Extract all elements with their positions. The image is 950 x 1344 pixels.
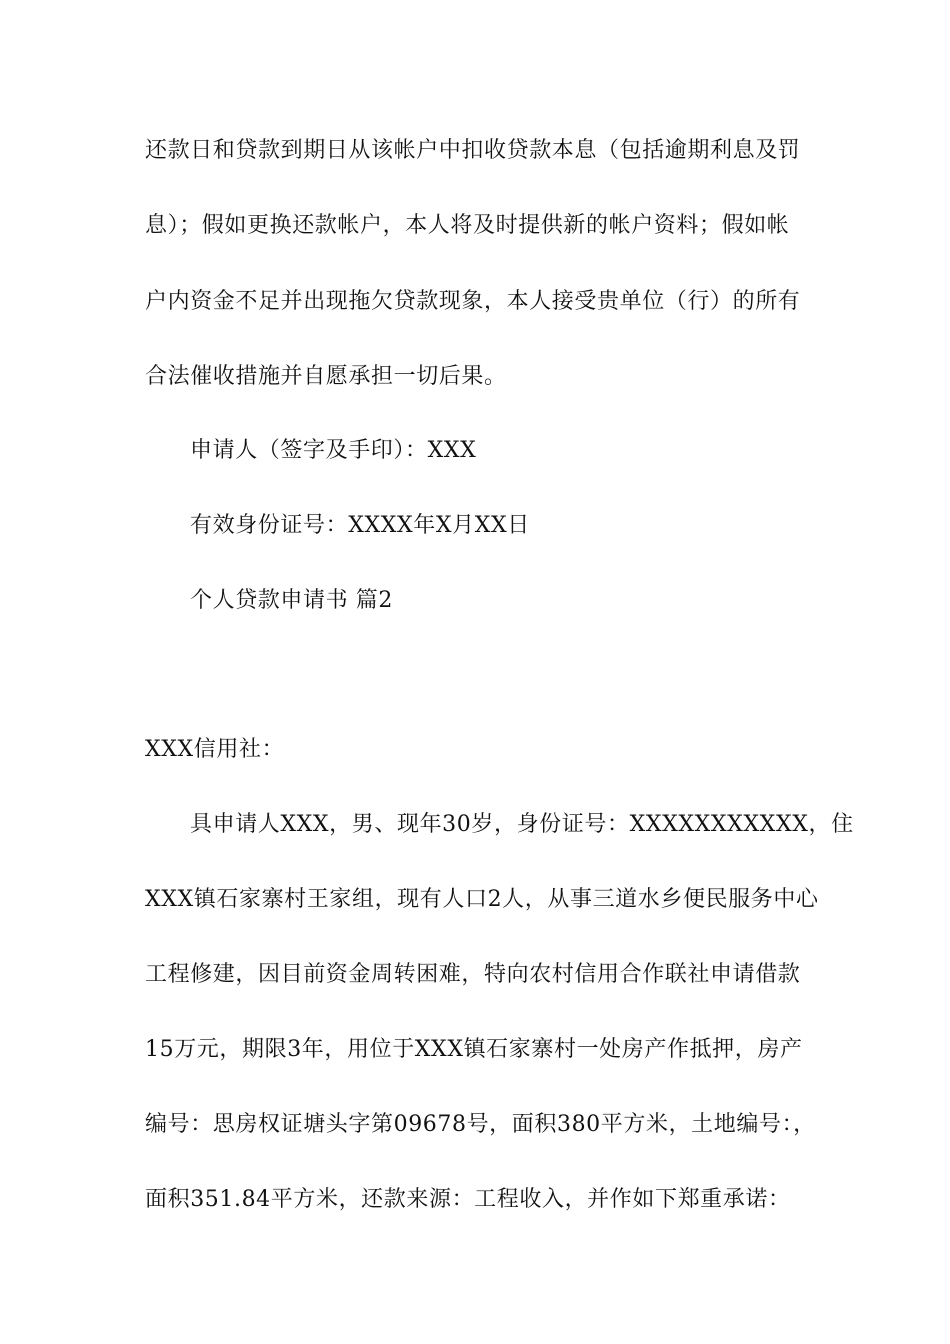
paragraph-line: 面积351.84平方米，还款来源：工程收入，并作如下郑重承诺： — [145, 1187, 791, 1212]
applicant-signature-line: 申请人（签字及手印）：XXX — [190, 438, 477, 463]
paragraph-line: 具申请人XXX，男、现年30岁，身份证号：XXXXXXXXXXX，住 — [190, 812, 854, 837]
section-heading: 个人贷款申请书 篇2 — [190, 588, 393, 613]
paragraph-line: 15万元，期限3年，用位于XXX镇石家寨村一处房产作抵押，房产 — [145, 1037, 803, 1062]
paragraph-line: XXX镇石家寨村王家组，现有人口2人，从事三道水乡便民服务中心 — [145, 887, 819, 912]
addressee-line: XXX信用社： — [145, 737, 285, 762]
paragraph-line: 户内资金不足并出现拖欠贷款现象，本人接受贵单位（行）的所有 — [145, 289, 801, 314]
paragraph-line: 工程修建，因目前资金周转困难，特向农村信用合作联社申请借款 — [145, 962, 801, 987]
paragraph-line: 息）；假如更换还款帐户，本人将及时提供新的帐户资料；假如帐 — [145, 213, 790, 238]
id-number-line: 有效身份证号：XXXX年X月XX日 — [190, 513, 530, 538]
paragraph-line: 还款日和贷款到期日从该帐户中扣收贷款本息（包括逾期利息及罚 — [145, 138, 801, 163]
paragraph-line: 编号：思房权证塘头字第09678号，面积380平方米，土地编号：， — [145, 1112, 816, 1137]
paragraph-line: 合法催收措施并自愿承担一切后果。 — [145, 364, 507, 389]
